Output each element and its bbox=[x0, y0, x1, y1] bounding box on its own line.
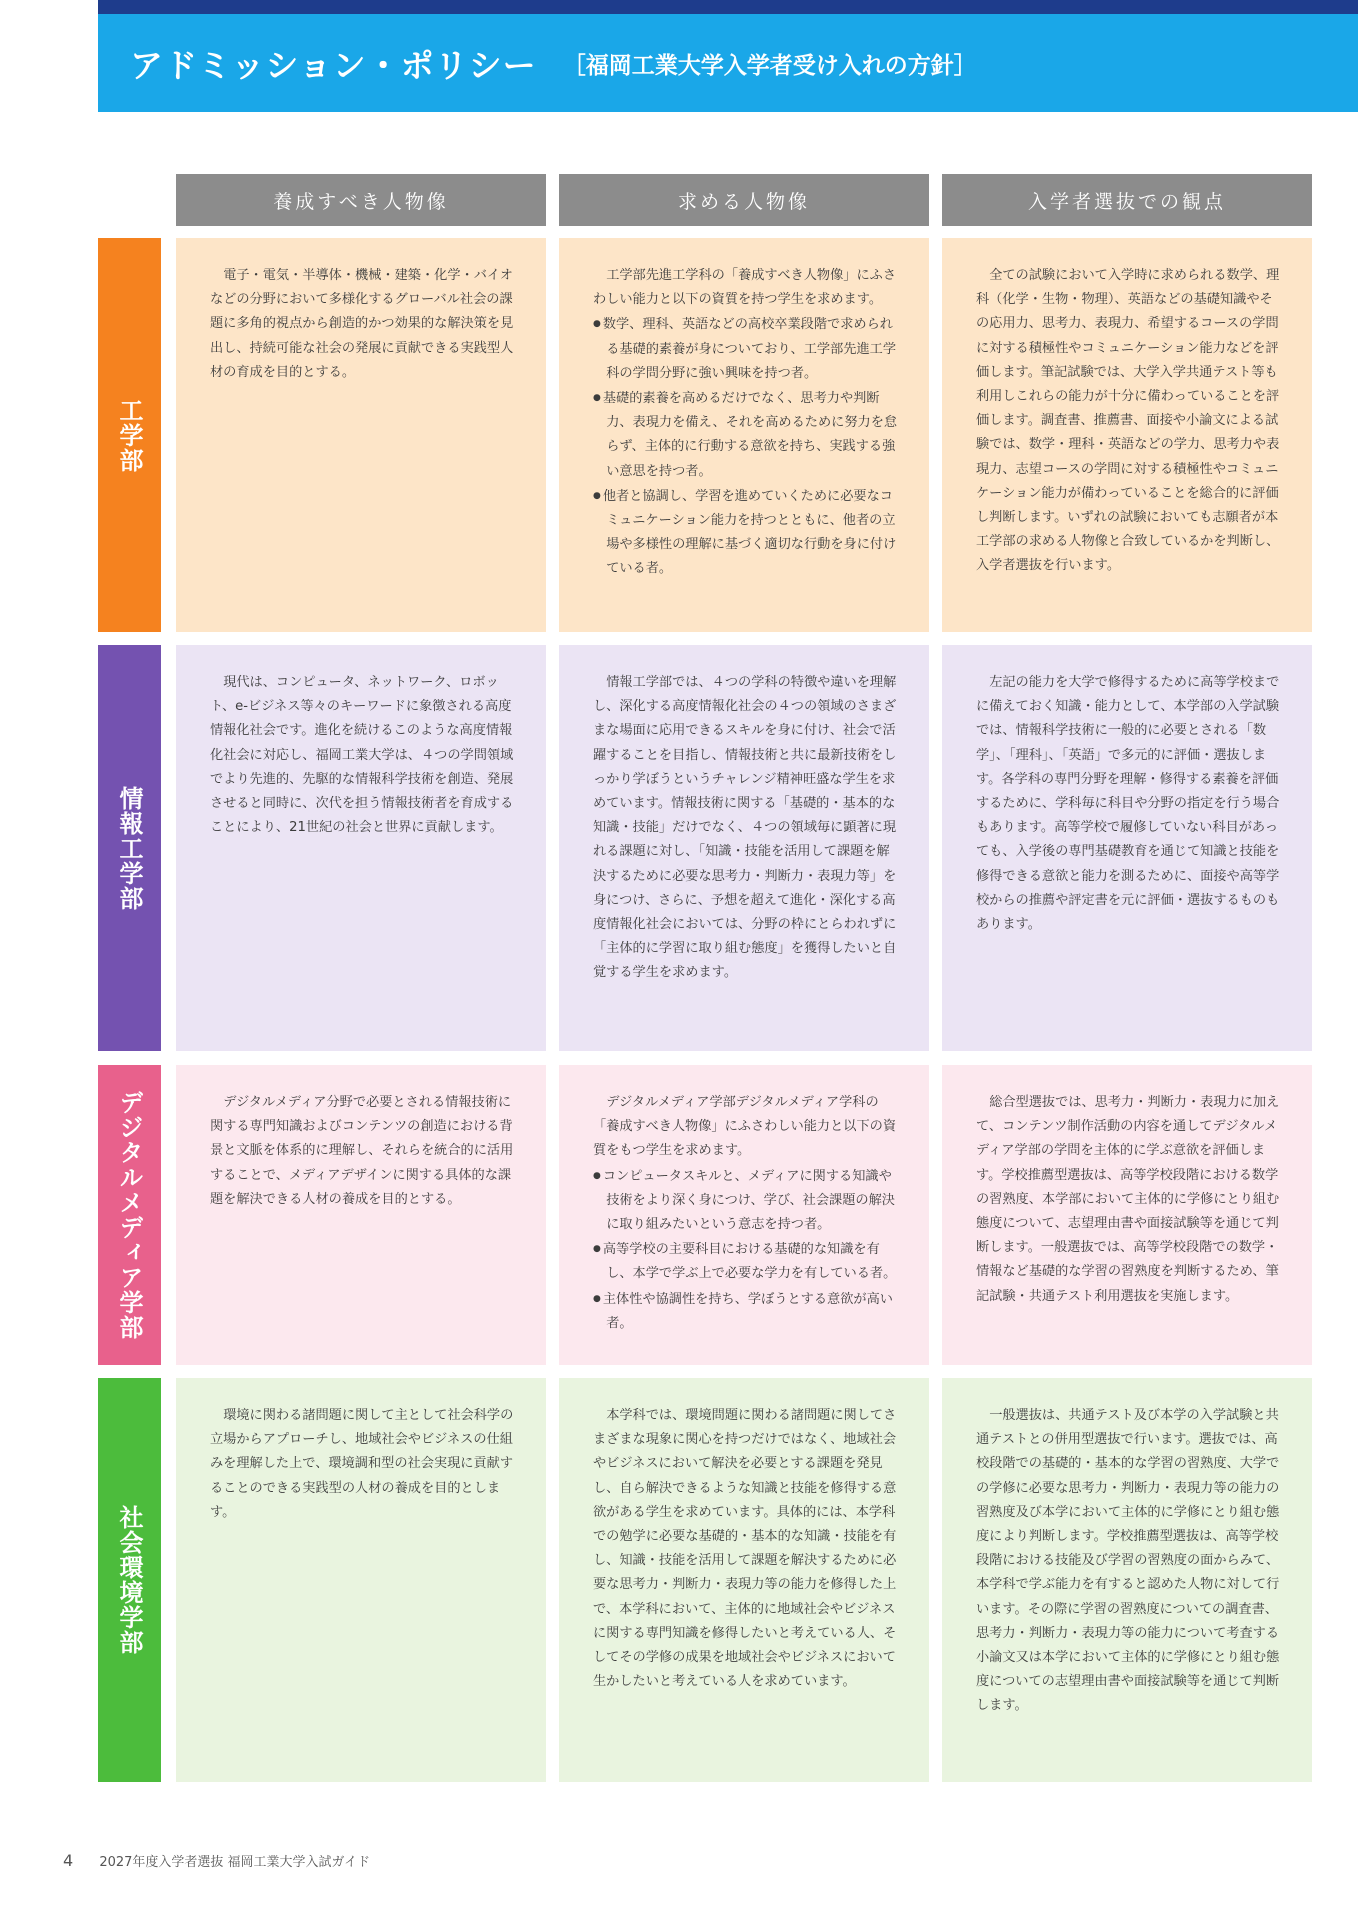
policy-cell-information-engineering-selection-viewpoint bbox=[942, 645, 1312, 1051]
policy-text: 全ての試験において入学時に求められる数学、理科（化学・生物・物理）、英語などの基礎知識やその応用力、思考力、表現力、希望するコースの学問に対する積極性やコミュニケーション能力などを評価します。筆記試験では、大学入学共通テスト等も利用しこれらの能力が十分に備わっていることを評価します。調査書、推薦書、面接や小論文による試験では、数学・理科・英語などの学力、思考力や表現力、志望コースの学問に対する積極性やコミュニケーション能力が備わっていることを総合的に評価し判断します。いずれの試験においても志願者が本工学部の求める人物像と合致しているかを判断し、入学者選抜を行います。 bbox=[976, 268, 1280, 574]
policy-cell-digital-media-selection-viewpoint bbox=[942, 1065, 1312, 1365]
policy-cell-social-environment-ideal-graduate bbox=[176, 1378, 546, 1782]
policy-bullet: ● 基礎的素養を高めるだけでなく、思考力や判断力、表現力を備え、それを高めるために努力を怠らず、主体的に行動する意欲を持ち、実践する強い意思を持つ者。 bbox=[593, 386, 899, 484]
policy-text: 環境に関わる諸問題に関して主として社会科学の立場からアプローチし、地域社会やビジネスの仕組みを理解した上で、環境調和型の社会実現に貢献することのできる実践型の人材の養成を目的とします。 bbox=[210, 1408, 514, 1520]
policy-cell-information-engineering-desired-student bbox=[559, 645, 929, 1051]
policy-text: デジタルメディア分野で必要とされる情報技術に関する専門知識およびコンテンツの創造における背景と文脈を体系的に理解し、それらを統合的に活用することで、メディアデザインに関する具体的な課題を解決できる人材の養成を目的とする。 bbox=[210, 1095, 514, 1207]
policy-text: 現代は、コンピュータ、ネットワーク、ロボット、e-ビジネス等々のキーワードに象徴される高度情報化社会です。進化を続けるこのような高度情報化社会に対応し、福岡工業大学は、４つの学問領域でより先進的、先駆的な情報科学技術を創造、発展させると同時に、次代を担う情報技術者を育成することにより、21世紀の社会と世界に貢献します。 bbox=[210, 675, 514, 836]
policy-text: 工学部先進工学科の「養成すべき人物像」にふさわしい能力と以下の資質を持つ学生を求めます。 bbox=[593, 268, 897, 308]
policy-text: 一般選抜は、共通テスト及び本学の入学試験と共通テストとの併用型選抜で行います。選抜では、高校段階での基礎的・基本的な学習の習熟度、大学での学修に必要な思考力・判断力・表現力等の能力の習熟度及び本学において主体的に学修にとり組む態度により判断します。学校推薦型選抜は、高等学校段階における技能及び学習の習熟度の面からみて、本学科で学ぶ能力を有すると認めた人物に対して行います。その際に学習の習熟度についての調査書、思考力・判断力・表現力等の能力について考査する小論文又は本学において主体的に学修にとり組む態度についての志望理由書や面接試験等を通じて判断します。 bbox=[976, 1408, 1280, 1714]
faculty-label-information-engineering bbox=[98, 645, 161, 1051]
policy-cell-social-environment-desired-student bbox=[559, 1378, 929, 1782]
policy-bullet: ● 数学、理科、英語などの高校卒業段階で求められる基礎的素養が身についており、工学部先進工学科の学問分野に強い興味を持つ者。 bbox=[593, 312, 899, 386]
policy-cell-digital-media-desired-student bbox=[559, 1065, 929, 1365]
faculty-name: デジタルメディア学部 bbox=[115, 1090, 143, 1340]
faculty-name: 工学部 bbox=[115, 397, 143, 473]
header-top-band bbox=[98, 0, 1358, 14]
policy-cell-digital-media-ideal-graduate bbox=[176, 1065, 546, 1365]
policy-cell-social-environment-selection-viewpoint bbox=[942, 1378, 1312, 1782]
faculty-label-social-environment bbox=[98, 1378, 161, 1782]
footer-text: 2027年度入学者選抜 福岡工業大学入試ガイド bbox=[99, 1855, 371, 1870]
faculty-label-engineering bbox=[98, 238, 161, 632]
policy-cell-engineering-ideal-graduate bbox=[176, 238, 546, 632]
page-number: 4 bbox=[63, 1851, 74, 1870]
column-header-desired-student: 求める人物像 bbox=[559, 174, 929, 226]
policy-cell-engineering-selection-viewpoint bbox=[942, 238, 1312, 632]
policy-text: 本学科では、環境問題に関わる諸問題に関してさまざまな現象に関心を持つだけではなく、地域社会やビジネスにおいて解決を必要とする課題を発見し、自ら解決できるような知識と技能を修得する意欲がある学生を求めています。具体的には、本学科での勉学に必要な基礎的・基本的な知識・技能を有し、知識・技能を活用して課題を解決するために必要な思考力・判断力・表現力等の能力を修得した上で、本学科において、主体的に地域社会やビジネスに関する専門知識を修得したいと考えている人、そしてその学修の成果を地域社会やビジネスにおいて生かしたいと考えている人を求めています。 bbox=[593, 1408, 897, 1690]
faculty-name: 情報工学部 bbox=[115, 785, 143, 911]
page-subtitle: ［福岡工業大学入学者受け入れの方針］ bbox=[562, 52, 977, 79]
faculty-name: 社会環境学部 bbox=[115, 1505, 143, 1655]
policy-cell-engineering-desired-student bbox=[559, 238, 929, 632]
policy-text: 情報工学部では、４つの学科の特徴や違いを理解し、深化する高度情報化社会の４つの領域のさまざまな場面に応用できるスキルを身に付け、社会で活躍することを目指し、情報技術と共に最新技術をしっかり学ぼうというチャレンジ精神旺盛な学生を求めています。情報技術に関する「基礎的・基本的な知識・技能」だけでなく、４つの領域毎に顕著に現れる課題に対し、「知識・技能を活用して課題を解決するために必要な思考力・判断力・表現力等」を身につけ、さらに、予想を超えて進化・深化する高度情報化社会においては、分野の枠にとらわれずに「主体的に学習に取り組む態度」を獲得したいと自覚する学生を求めます。 bbox=[593, 675, 897, 981]
policy-bullet: ● 主体性や協調性を持ち、学ぼうとする意欲が高い者。 bbox=[593, 1287, 899, 1336]
policy-bullet: ● 高等学校の主要科目における基礎的な知識を有し、本学で学ぶ上で必要な学力を有している者。 bbox=[593, 1237, 899, 1286]
policy-text: デジタルメディア学部デジタルメディア学科の「養成すべき人物像」にふさわしい能力と以下の資質をもつ学生を求めます。 bbox=[593, 1095, 897, 1159]
policy-text: 総合型選抜では、思考力・判断力・表現力に加えて、コンテンツ制作活動の内容を通してデジタルメディア学部の学問を主体的に学ぶ意欲を評価します。学校推薦型選抜は、高等学校段階における数学の習熟度、本学部において主体的に学修にとり組む態度について、志望理由書や面接試験等を通じて判断します。一般選抜では、高等学校段階での数学・情報など基礎的な学習の習熟度を判断するため、筆記試験・共通テスト利用選抜を実施します。 bbox=[976, 1095, 1280, 1304]
policy-cell-information-engineering-ideal-graduate bbox=[176, 645, 546, 1051]
policy-bullet-list bbox=[593, 1164, 899, 1336]
policy-bullet: ● コンピュータスキルと、メディアに関する知識や技術をより深く身につけ、学び、社会課題の解決に取り組みたいという意志を持つ者。 bbox=[593, 1164, 899, 1238]
faculty-label-digital-media bbox=[98, 1065, 161, 1365]
column-header-selection-viewpoint: 入学者選抜での観点 bbox=[942, 174, 1312, 226]
policy-text: 左記の能力を大学で修得するために高等学校までに備えておく知識・能力として、本学部の入学試験では、情報科学技術に一般的に必要とされる「数学」、「理科」、「英語」で多元的に評価・選抜します。各学科の専門分野を理解・修得する素養を評価するために、学科毎に科目や分野の指定を行う場合もあります。高等学校で履修していない科目があっても、入学後の専門基礎教育を通じて知識と技能を修得できる意欲と能力を測るために、面接や高等学校からの推薦や評定書を元に評価・選抜するものもあります。 bbox=[976, 675, 1280, 933]
policy-text: 電子・電気・半導体・機械・建築・化学・バイオなどの分野において多様化するグローバル社会の課題に多角的視点から創造的かつ効果的な解決策を見出し、持続可能な社会の発展に貢献できる実践型人材の育成を目的とする。 bbox=[210, 268, 514, 380]
page-title: アドミッション・ポリシー bbox=[130, 45, 537, 85]
policy-bullet: ● 他者と協調し、学習を進めていくために必要なコミュニケーション能力を持つとともに、他者の立場や多様性の理解に基づく適切な行動を身に付けている者。 bbox=[593, 484, 899, 582]
page-footer bbox=[63, 1851, 370, 1870]
title-bar bbox=[98, 14, 1358, 112]
column-header-ideal-graduate: 養成すべき人物像 bbox=[176, 174, 546, 226]
policy-bullet-list bbox=[593, 312, 899, 581]
